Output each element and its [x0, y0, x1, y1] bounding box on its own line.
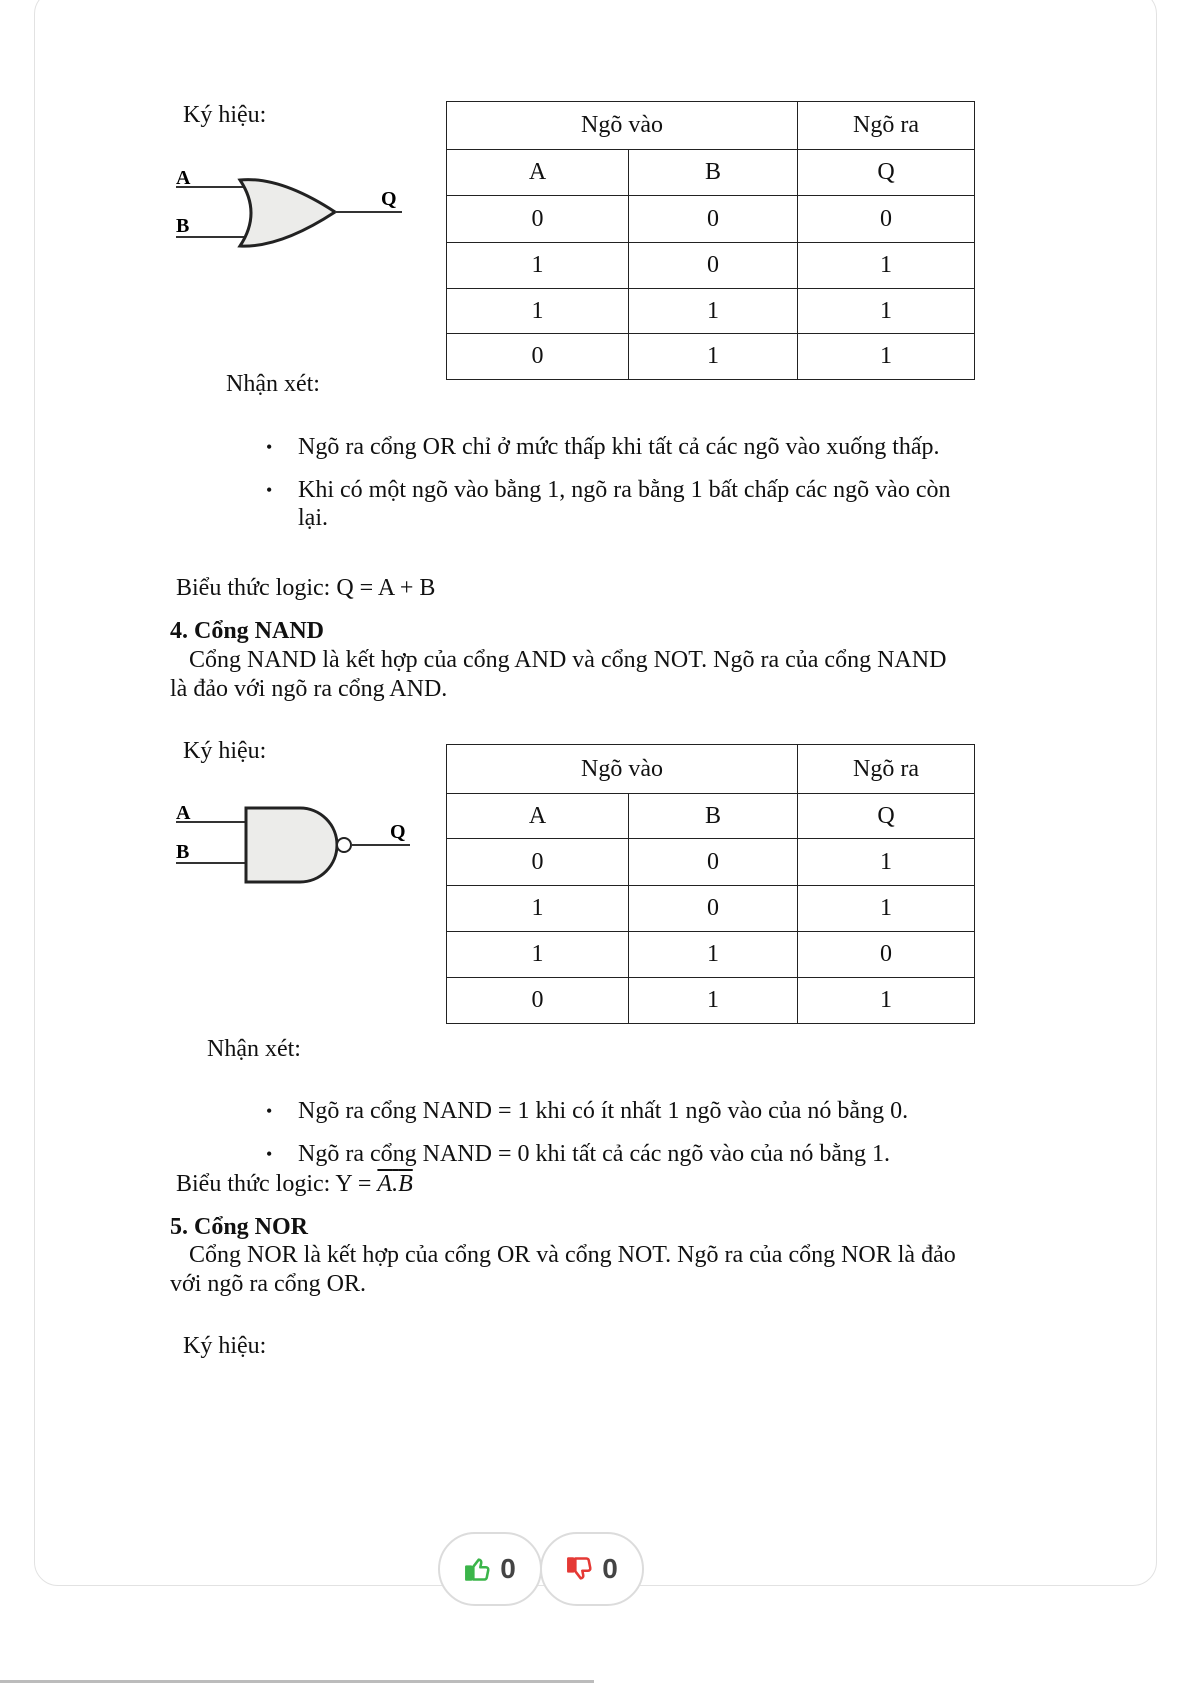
nand-col-b: B	[629, 794, 798, 839]
table-row	[447, 932, 975, 978]
table-cell: 0	[629, 243, 798, 289]
dislike-count: 0	[602, 1553, 618, 1584]
table-cell: 1	[798, 978, 975, 1024]
or-expression: Biểu thức logic: Q = A + B	[176, 575, 436, 601]
nand-expression-prefix: Biểu thức logic: Y =	[176, 1171, 378, 1197]
table-row	[447, 978, 975, 1024]
table-cell: 0	[629, 886, 798, 932]
or-col-b: B	[629, 150, 798, 196]
table-cell: 1	[798, 289, 975, 334]
table-row	[447, 839, 975, 886]
table-cell: 1	[447, 243, 629, 289]
nand-gate-icon	[176, 808, 410, 882]
table-cell: 1	[629, 978, 798, 1024]
table-cell: 0	[447, 839, 629, 886]
nand-remark-label: Nhận xét:	[207, 1036, 301, 1062]
nand-col-q: Q	[798, 794, 975, 839]
table-cell: 1	[629, 334, 798, 380]
table-row	[447, 886, 975, 932]
or-remarks-list	[298, 432, 950, 505]
nand-expression	[176, 1171, 413, 1198]
thumbs-up-icon	[464, 1555, 492, 1583]
table-cell: 1	[798, 334, 975, 380]
or-remark-label: Nhận xét:	[226, 371, 320, 397]
table-cell: 1	[447, 932, 629, 978]
list-item: • Ngõ ra cổng NAND = 0 khi tất cả các ngõ vào của nó bằng 1.	[298, 1139, 908, 1169]
table-cell: 0	[798, 196, 975, 243]
table-cell: 1	[629, 289, 798, 334]
table-cell: 1	[447, 289, 629, 334]
table-row	[447, 196, 975, 243]
or-header-output: Ngõ ra	[798, 102, 975, 150]
or-input-b-label: B	[176, 215, 190, 237]
table-cell: 0	[629, 839, 798, 886]
table-cell: 0	[447, 978, 629, 1024]
nand-input-b-label: B	[176, 841, 190, 863]
nand-expression-dot: .	[392, 1171, 399, 1197]
table-row	[447, 334, 975, 380]
list-item: • Khi có một ngõ vào bằng 1, ngõ ra bằng 1 bất chấp các ngõ vào còn	[298, 475, 950, 505]
table-row	[447, 243, 975, 289]
or-input-a-label: A	[176, 167, 191, 189]
table-cell: 1	[629, 932, 798, 978]
nand-heading: 4. Cổng NAND	[170, 618, 325, 644]
nand-gate-diagram	[170, 795, 420, 895]
or-output-label: Q	[381, 188, 397, 210]
nand-output-label: Q	[390, 821, 406, 843]
nor-symbol-label: Ký hiệu:	[183, 1333, 267, 1359]
table-cell: 1	[798, 886, 975, 932]
nand-truth-table	[446, 744, 975, 1024]
or-header-inputs: Ngõ vào	[447, 102, 798, 150]
thumbs-down-icon	[566, 1555, 594, 1583]
table-cell: 0	[447, 196, 629, 243]
like-count: 0	[500, 1553, 516, 1584]
table-cell: 1	[798, 839, 975, 886]
or-gate-icon	[176, 180, 402, 247]
nand-remarks-list	[298, 1096, 908, 1169]
or-col-a: A	[447, 150, 629, 196]
table-cell: 0	[447, 334, 629, 380]
or-gate-diagram	[170, 160, 420, 260]
list-item: • Ngõ ra cổng NAND = 1 khi có ít nhất 1 ngõ vào của nó bằng 0.	[298, 1096, 908, 1126]
table-cell: 0	[798, 932, 975, 978]
nor-intro-line1: Cổng NOR là kết hợp của cổng OR và cổng NOT. Ngõ ra của cổng NOR là đảo	[189, 1242, 956, 1268]
nand-header-inputs: Ngõ vào	[447, 745, 798, 794]
table-cell: 1	[798, 243, 975, 289]
nand-expression-b-bar: $\overline{B}$	[398, 1171, 413, 1197]
or-remark-continuation: lại.	[298, 505, 328, 531]
nand-intro-line2: là đảo với ngõ ra cổng AND.	[170, 676, 448, 702]
bottom-divider	[0, 1680, 594, 1683]
nand-input-a-label: A	[176, 802, 191, 824]
table-row	[447, 289, 975, 334]
like-button[interactable]	[438, 1532, 542, 1606]
list-item: • Ngõ ra cổng OR chỉ ở mức thấp khi tất cả các ngõ vào xuống thấp.	[298, 432, 950, 462]
nand-intro-line1: Cổng NAND là kết hợp của cổng AND và cổng NOT. Ngõ ra của cổng NAND	[189, 647, 947, 673]
table-cell: 0	[629, 196, 798, 243]
or-truth-table	[446, 101, 975, 380]
nand-expression-a-bar: $\overline{A}$	[377, 1171, 393, 1197]
or-symbol-label: Ký hiệu:	[183, 102, 267, 128]
nand-header-output: Ngõ ra	[798, 745, 975, 794]
nor-heading: 5. Cổng NOR	[170, 1214, 309, 1240]
nand-symbol-label: Ký hiệu:	[183, 738, 267, 764]
nand-col-a: A	[447, 794, 629, 839]
dislike-button[interactable]	[540, 1532, 644, 1606]
nor-intro-line2: với ngõ ra cổng OR.	[170, 1271, 366, 1297]
or-col-q: Q	[798, 150, 975, 196]
table-cell: 1	[447, 886, 629, 932]
